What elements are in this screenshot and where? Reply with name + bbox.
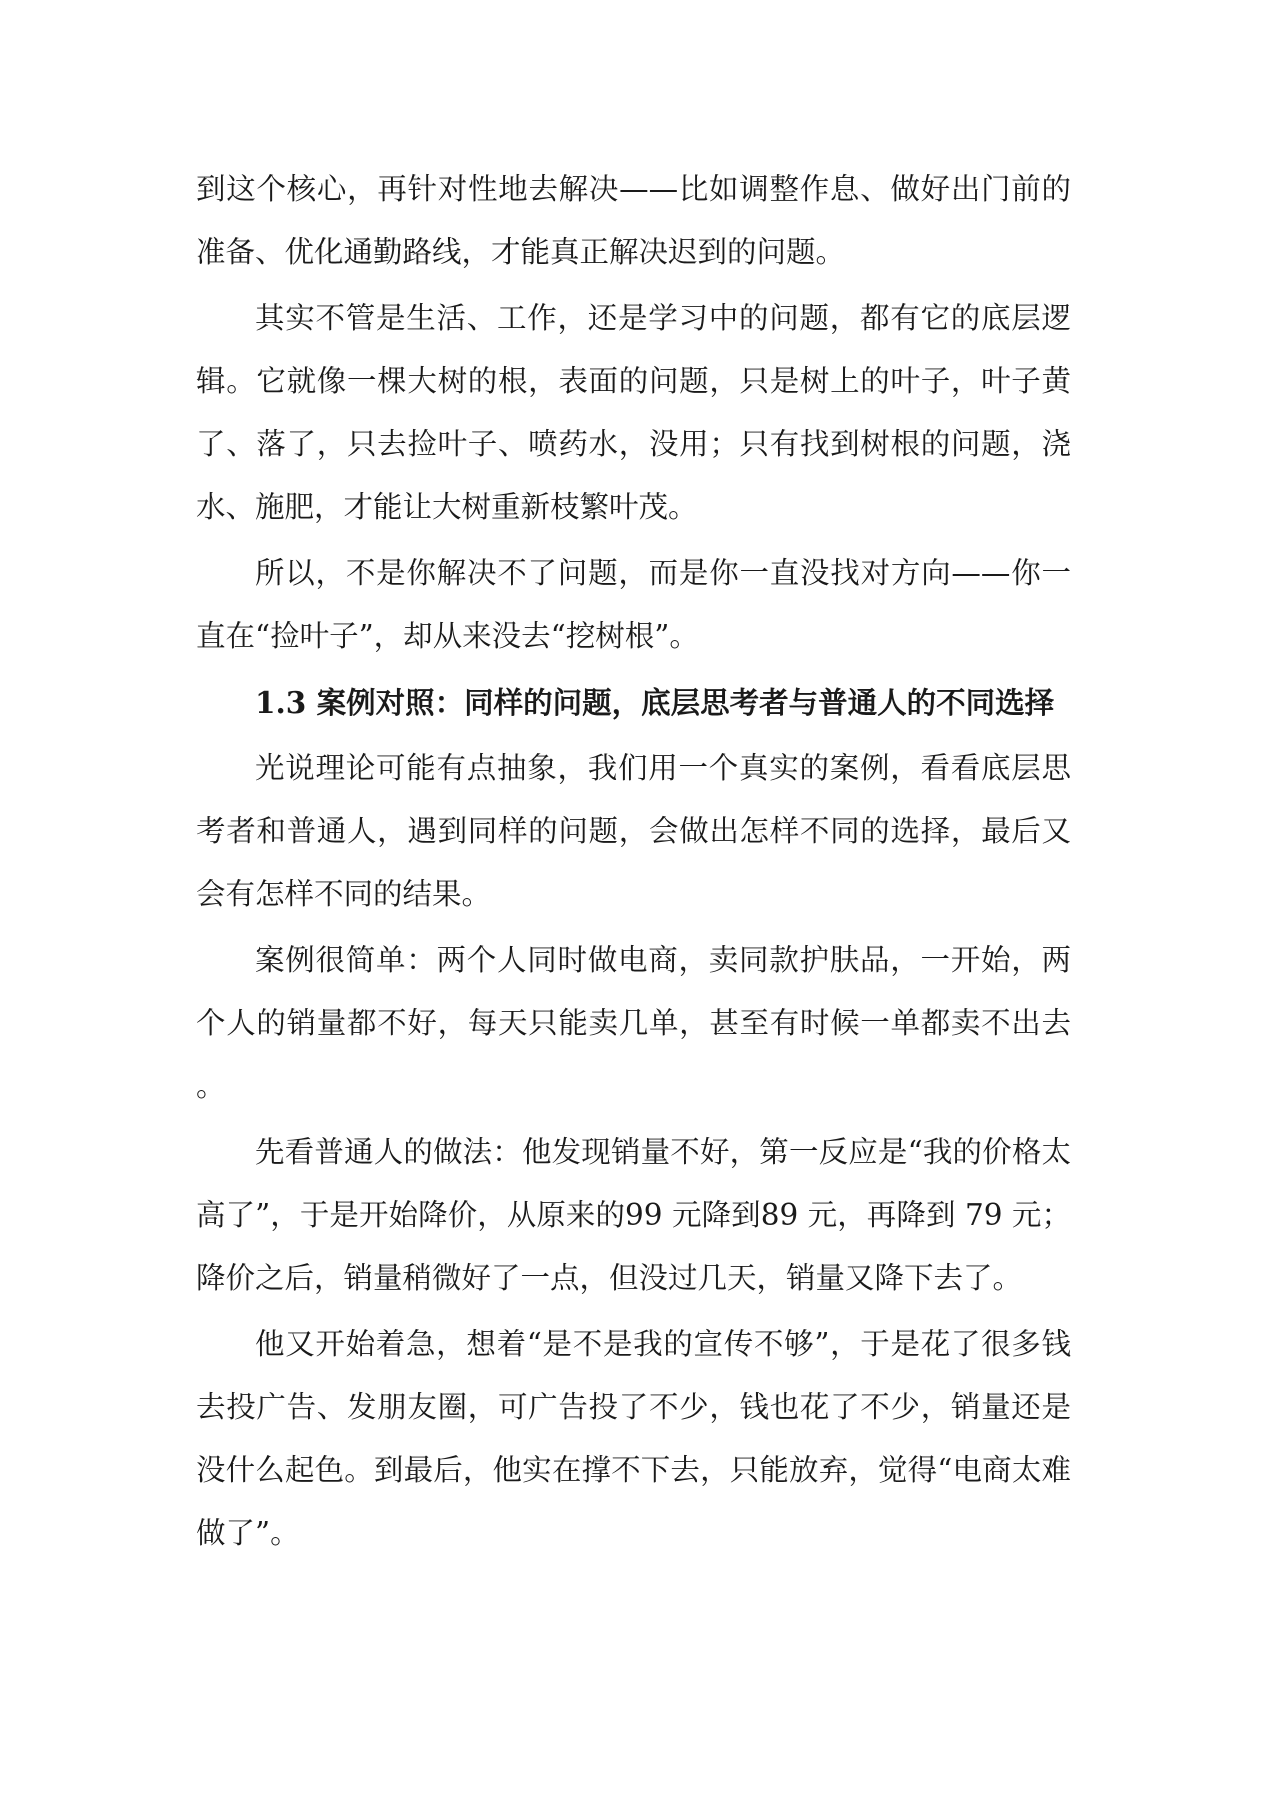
paragraph-case-setup: 案例很简单：两个人同时做电商，卖同款护肤品，一开始，两个人的销量都不好，每天只能卖几单，甚至有时候一单都卖不出去。 <box>196 943 1071 1103</box>
paragraph-ordinary-price-cut: 先看普通人的做法：他发现销量不好，第一反应是“我的价格太高了”，于是开始降价，从原来的99 元降到89 元，再降到 79 元；降价之后，销量稍微好了一点，但没过几天，销量又降下去了。 <box>196 1135 1071 1295</box>
paragraph-late-problem-conclusion: 到这个核心，再针对性地去解决——比如调整作息、做好出门前的准备、优化通勤路线，才能真正解决迟到的问题。 <box>196 172 1071 269</box>
paragraph-underlying-logic: 其实不管是生活、工作，还是学习中的问题，都有它的底层逻辑。它就像一棵大树的根，表面的问题，只是树上的叶子，叶子黄了、落了，只去捡叶子、喷药水，没用；只有找到树根的问题，浇水、施肥，才能让大树重新枝繁叶茂。 <box>196 301 1071 524</box>
paragraph-case-intro: 光说理论可能有点抽象，我们用一个真实的案例，看看底层思考者和普通人，遇到同样的问题，会做出怎样不同的选择，最后又会有怎样不同的结果。 <box>196 751 1071 911</box>
paragraph-ordinary-advertising: 他又开始着急，想着“是不是我的宣传不够”，于是花了很多钱去投广告、发朋友圈，可广告投了不少，钱也花了不少，销量还是没什么起色。到最后，他实在撑不下去，只能放弃，觉得“电商太难做了”。 <box>196 1327 1071 1550</box>
section-heading: 1.3 案例对照：同样的问题，底层思考者与普通人的不同选择 <box>255 685 1055 720</box>
paragraph-wrong-direction: 所以，不是你解决不了问题，而是你一直没找对方向——你一直在“捡叶子”，却从来没去“挖树根”。 <box>196 556 1071 653</box>
document-body <box>196 158 1071 1568</box>
